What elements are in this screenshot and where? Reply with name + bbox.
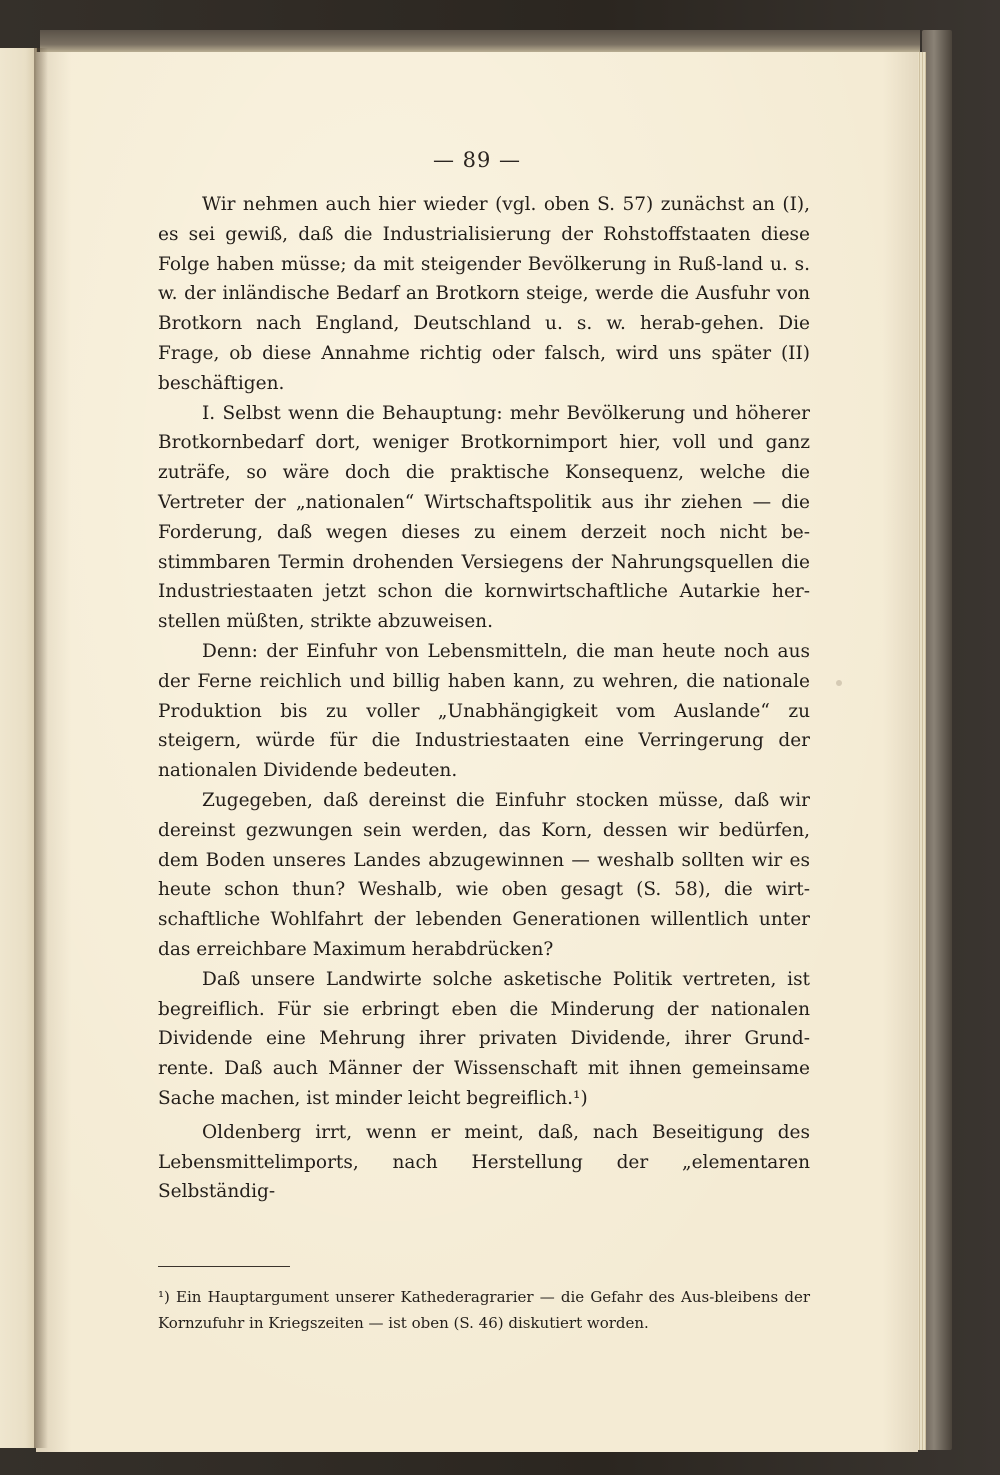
body-text (158, 190, 810, 1207)
paragraph-4: Zugegeben, daß dereinst die Einfuhr stocken müsse, daß wir dereinst gezwungen sein werden, das Korn, dessen wir bedürfen, dem Boden unseres Landes abzugewinnen — weshalb sollten wir es heute schon thun? Weshalb, wie oben gesagt (S. 58), die wirt-schaftliche Wohlfahrt der lebenden Generationen willentlich unter das erreichbare Maximum herabdrücken? (158, 789, 810, 960)
paragraph-1: Wir nehmen auch hier wieder (vgl. oben S. 57) zunächst an (I), es sei gewiß, daß die Industrialisierung der Rohstoffstaaten diese Folge haben müsse; da mit steigender Bevölkerung in Ruß-land u. s. w. der inländische Bedarf an Brotkorn steige, werde die Ausfuhr von Brotkorn nach England, Deutschland u. s. w. herab-gehen. Die Frage, ob diese Annahme richtig oder falsch, wird uns später (II) beschäftigen. (158, 194, 810, 394)
gutter-shadow (34, 48, 48, 1448)
paper-spot (836, 680, 842, 686)
book-cover-edge (922, 30, 952, 1450)
paragraph-5: Daß unsere Landwirte solche asketische Politik vertreten, ist begreiflich. Für sie erbringt eben die Minderung der nationalen Dividende eine Mehrung ihrer privaten Dividende, ihrer Grund-rente. Daß auch Männer der Wissenschaft mit ihnen gemeinsame Sache machen, ist minder leicht begreiflich.¹) (158, 968, 810, 1109)
paragraph-3: Denn: der Einfuhr von Lebensmitteln, die man heute noch aus der Ferne reichlich und billig haben kann, zu wehren, die nationale Produktion bis zu voller „Unabhängigkeit vom Auslande“ zu steigern, würde für die Industriestaaten eine Verringerung der nationalen Dividende bedeuten. (158, 640, 810, 782)
footnote: ¹) Ein Hauptargument unserer Kathederagrarier — die Gefahr des Aus-bleibens der Kornzufuhr in Kriegszeiten — ist oben (S. 46) diskutiert worden. (158, 1288, 810, 1332)
page-number: — 89 — (432, 148, 522, 172)
book-page (36, 52, 918, 1452)
binding-top-edge (40, 30, 920, 54)
previous-page-edge (0, 48, 37, 1448)
footnote-divider (158, 1266, 290, 1267)
paragraph-6: Oldenberg irrt, wenn er meint, daß, nach Beseitigung des Lebensmittelimports, nach Herstellung der „elementaren Selbständig- (158, 1121, 810, 1203)
paragraph-2: I. Selbst wenn die Behauptung: mehr Bevölkerung und höherer Brotkornbedarf dort, weniger Brotkornimport hier, voll und ganz zuträfe, so wäre doch die praktische Konsequenz, welche die Vertreter der „nationalen“ Wirtschaftspolitik aus ihr ziehen — die Forderung, daß wegen dieses zu einem derzeit noch nicht be-stimmbaren Termin drohenden Versiegens der Nahrungsquellen die Industriestaaten jetzt schon die kornwirtschaftliche Autarkie her-stellen müßten, strikte abzuweisen. (158, 402, 810, 633)
